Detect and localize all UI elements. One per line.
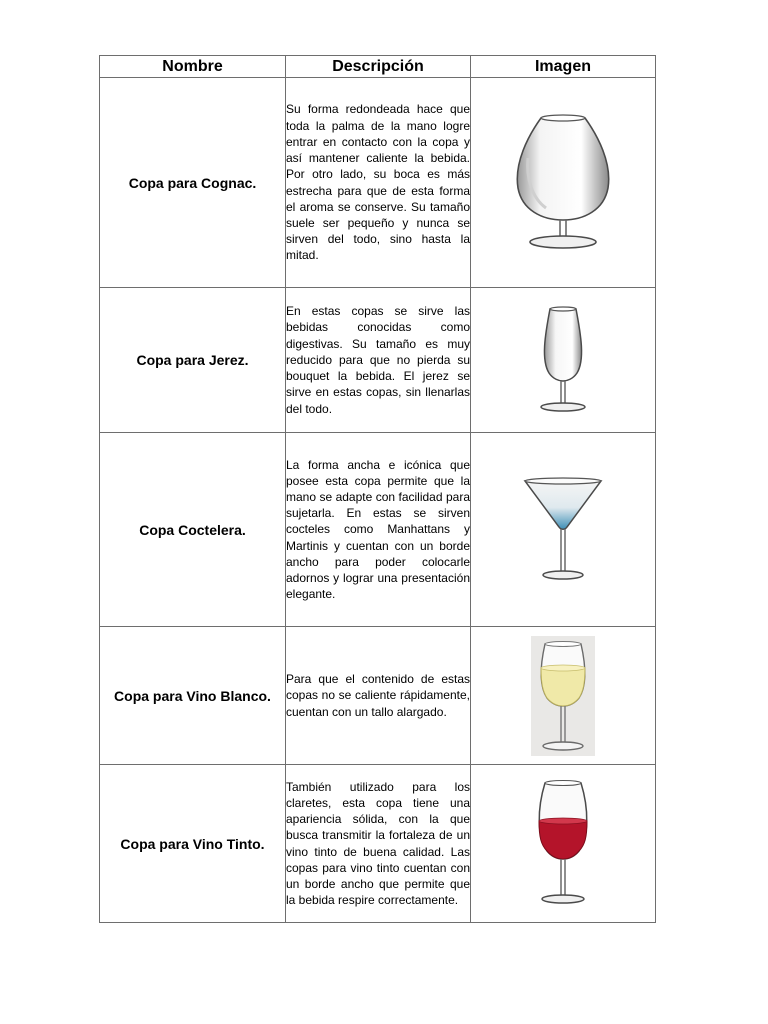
glass-types-table <box>99 55 656 923</box>
row-name: Copa para Jerez. <box>100 288 286 433</box>
row-description: Su forma redondeada hace que toda la palma de la mano logre entrar en contacto con la copa y así mantener caliente la bebida. Por otro lado, su boca es más estrecha para que de esta forma el aroma se conserve. Su tamaño suele ser pequeño y nunca se sirven del todo, sino hasta la mitad. <box>286 102 470 263</box>
row-description: También utilizado para los claretes, esta copa tiene una apariencia sólida, con la que busca transmitir la fortaleza de un vino tinto de buena calidad. Las copas para vino tinto cuentan con un borde ancho que permite que la bebida respire correctamente. <box>286 779 470 908</box>
row-image <box>471 765 656 923</box>
row-description: La forma ancha e icónica que posee esta copa permite que la mano se adapte con facilidad para sujetarla. En estas se sirven cocteles como Manhattans y Martinis y cuentan con un borde ancho para poder colocarle adornos y lograr una presentación elegante. <box>286 457 470 602</box>
header-description: Descripción <box>286 56 471 78</box>
red-wine-glass-icon <box>533 779 593 909</box>
row-image <box>471 288 656 433</box>
row-name: Copa Coctelera. <box>100 433 286 627</box>
row-name: Copa para Cognac. <box>100 78 286 288</box>
row-image <box>471 433 656 627</box>
row-name: Copa para Vino Blanco. <box>100 627 286 765</box>
table-row-coctelera <box>100 433 656 627</box>
table-row-vino-blanco <box>100 627 656 765</box>
table-row-jerez <box>100 288 656 433</box>
table-row-vino-tinto <box>100 765 656 923</box>
cognac-glass-icon <box>508 108 618 258</box>
cocktail-glass-icon <box>521 475 605 585</box>
row-image <box>471 78 656 288</box>
row-name: Copa para Vino Tinto. <box>100 765 286 923</box>
sherry-glass-icon <box>533 305 593 415</box>
row-description: Para que el contenido de estas copas no se caliente rápidamente, cuentan con un tallo alargado. <box>286 672 470 719</box>
table-header-row <box>100 56 656 78</box>
table-row-cognac <box>100 78 656 288</box>
row-image <box>471 627 656 765</box>
white-wine-glass-icon <box>531 636 595 756</box>
row-description: En estas copas se sirve las bebidas conocidas como digestivas. Su tamaño es muy reducido para que no pierda su bouquet la bebida. El jerez se sirve en estas copas, sin llenarlas del todo. <box>286 304 470 416</box>
header-image: Imagen <box>471 56 656 78</box>
header-name: Nombre <box>100 56 286 78</box>
